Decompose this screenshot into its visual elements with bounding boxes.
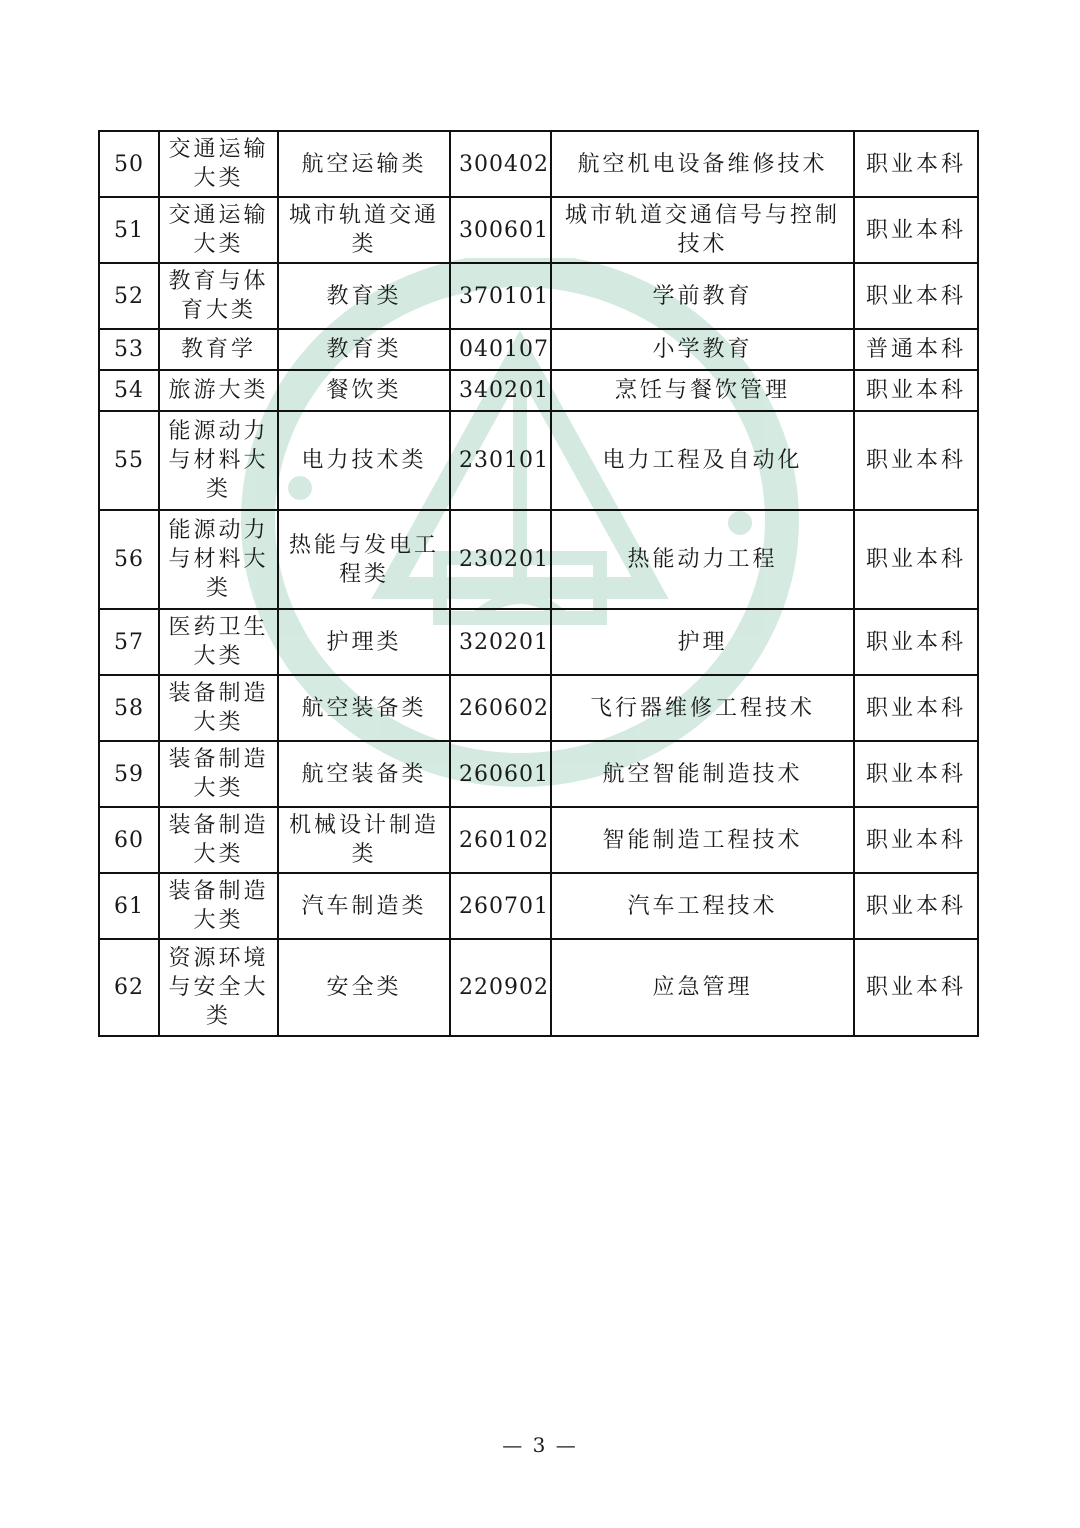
row-number: 61 <box>99 873 159 939</box>
table-row <box>99 131 978 197</box>
class-cell <box>278 329 450 370</box>
row-number: 55 <box>99 411 159 510</box>
page-number: — 3 — <box>502 1433 578 1457</box>
table-row <box>99 510 978 609</box>
code-cell: 370101 <box>450 263 551 329</box>
category-cell <box>159 873 278 939</box>
code-cell: 320201 <box>450 609 551 675</box>
code-cell: 260701 <box>450 873 551 939</box>
table-row <box>99 609 978 675</box>
category-cell <box>159 675 278 741</box>
category-cell <box>159 263 278 329</box>
major-cell: 电力工程及自动化 <box>551 411 854 510</box>
category-cell <box>159 131 278 197</box>
row-number: 54 <box>99 370 159 411</box>
table-row <box>99 939 978 1036</box>
level-cell: 职业本科 <box>854 609 978 675</box>
class-cell <box>278 131 450 197</box>
class-cell <box>278 370 450 411</box>
code-cell: 260601 <box>450 741 551 807</box>
class-cell <box>278 741 450 807</box>
table-row <box>99 197 978 263</box>
major-cell: 航空智能制造技术 <box>551 741 854 807</box>
level-cell: 普通本科 <box>854 329 978 370</box>
category-cell <box>159 609 278 675</box>
row-number: 59 <box>99 741 159 807</box>
category-text: 能源动力与材料大类 <box>168 419 269 502</box>
major-cell: 飞行器维修工程技术 <box>551 675 854 741</box>
level-cell: 职业本科 <box>854 370 978 411</box>
class-text: 餐饮类 <box>326 378 402 403</box>
level-cell: 职业本科 <box>854 411 978 510</box>
class-text: 航空运输类 <box>301 151 427 177</box>
category-text: 装备制造大类 <box>168 879 269 933</box>
category-cell <box>159 370 278 411</box>
class-cell <box>278 197 450 263</box>
major-cell: 热能动力工程 <box>551 510 854 609</box>
major-cell: 烹饪与餐饮管理 <box>551 370 854 411</box>
code-cell: 260102 <box>450 807 551 873</box>
level-cell: 职业本科 <box>854 197 978 263</box>
level-cell: 职业本科 <box>854 741 978 807</box>
class-cell <box>278 807 450 873</box>
level-cell: 职业本科 <box>854 807 978 873</box>
code-cell: 340201 <box>450 370 551 411</box>
category-text: 装备制造大类 <box>168 813 269 867</box>
major-cell: 城市轨道交通信号与控制技术 <box>551 197 854 263</box>
table-row <box>99 807 978 873</box>
class-cell <box>278 411 450 510</box>
category-text: 交通运输大类 <box>168 137 269 191</box>
class-text: 航空装备类 <box>301 695 427 721</box>
class-text: 汽车制造类 <box>301 893 427 919</box>
major-cell: 应急管理 <box>551 939 854 1036</box>
code-cell: 040107 <box>450 329 551 370</box>
class-text: 机械设计制造类 <box>288 813 439 867</box>
row-number: 58 <box>99 675 159 741</box>
row-number: 57 <box>99 609 159 675</box>
category-text: 旅游大类 <box>168 378 269 403</box>
category-text: 装备制造大类 <box>168 681 269 735</box>
category-text: 资源环境与安全大类 <box>168 946 269 1029</box>
category-text: 教育学 <box>180 337 256 362</box>
table-row <box>99 329 978 370</box>
class-text: 教育类 <box>326 283 402 309</box>
class-text: 热能与发电工程类 <box>288 532 439 587</box>
level-cell: 职业本科 <box>854 131 978 197</box>
level-cell: 职业本科 <box>854 873 978 939</box>
row-number: 56 <box>99 510 159 609</box>
class-text: 电力技术类 <box>301 448 427 473</box>
class-cell <box>278 510 450 609</box>
category-cell <box>159 510 278 609</box>
row-number: 52 <box>99 263 159 329</box>
class-cell <box>278 939 450 1036</box>
category-cell <box>159 807 278 873</box>
class-cell <box>278 609 450 675</box>
level-cell: 职业本科 <box>854 939 978 1036</box>
majors-table <box>98 130 979 1037</box>
class-text: 航空装备类 <box>301 761 427 787</box>
code-cell: 230101 <box>450 411 551 510</box>
major-cell: 汽车工程技术 <box>551 873 854 939</box>
category-cell <box>159 411 278 510</box>
major-cell: 智能制造工程技术 <box>551 807 854 873</box>
category-text: 医药卫生大类 <box>168 615 269 669</box>
level-cell: 职业本科 <box>854 510 978 609</box>
code-cell: 300601 <box>450 197 551 263</box>
code-cell: 300402 <box>450 131 551 197</box>
class-text: 教育类 <box>326 337 402 362</box>
table-row <box>99 741 978 807</box>
major-cell: 航空机电设备维修技术 <box>551 131 854 197</box>
level-cell: 职业本科 <box>854 263 978 329</box>
category-text: 装备制造大类 <box>168 747 269 801</box>
code-cell: 260602 <box>450 675 551 741</box>
class-cell <box>278 263 450 329</box>
category-cell <box>159 197 278 263</box>
class-cell <box>278 873 450 939</box>
major-cell: 护理 <box>551 609 854 675</box>
class-cell <box>278 675 450 741</box>
code-cell: 230201 <box>450 510 551 609</box>
table-row <box>99 411 978 510</box>
table-row <box>99 263 978 329</box>
code-cell: 220902 <box>450 939 551 1036</box>
table-row <box>99 675 978 741</box>
category-text: 教育与体育大类 <box>168 269 269 323</box>
row-number: 50 <box>99 131 159 197</box>
category-cell <box>159 741 278 807</box>
row-number: 53 <box>99 329 159 370</box>
row-number: 60 <box>99 807 159 873</box>
table-row <box>99 370 978 411</box>
row-number: 62 <box>99 939 159 1036</box>
class-text: 护理类 <box>326 629 402 655</box>
category-text: 能源动力与材料大类 <box>168 518 269 601</box>
category-cell <box>159 329 278 370</box>
major-cell: 小学教育 <box>551 329 854 370</box>
level-cell: 职业本科 <box>854 675 978 741</box>
category-cell <box>159 939 278 1036</box>
row-number: 51 <box>99 197 159 263</box>
class-text: 城市轨道交通类 <box>288 203 439 257</box>
category-text: 交通运输大类 <box>168 203 269 257</box>
class-text: 安全类 <box>326 975 402 1000</box>
table-row <box>99 873 978 939</box>
major-cell: 学前教育 <box>551 263 854 329</box>
